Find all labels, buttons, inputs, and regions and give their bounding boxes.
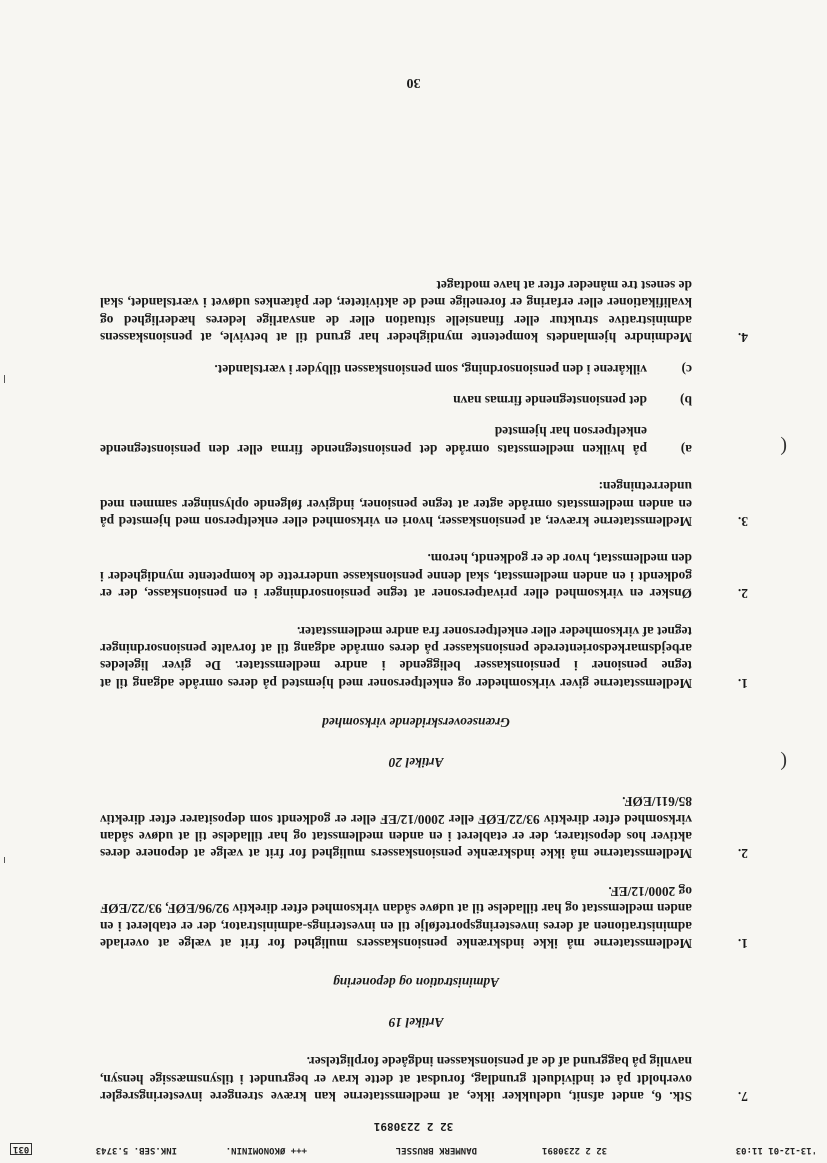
fax-sender: DANMERK BRUSSEL — [395, 1145, 477, 1155]
article-19-title: Artikel 19 — [388, 1014, 444, 1030]
list-item-b — [100, 392, 732, 409]
article-20-heading: Grænseoverskridende virksomhed — [322, 715, 510, 731]
list-item-text: på hvilken medlemsstats område det pensionstegnende firma eller den pensionstegnende enkeltperson har hjemsted — [100, 424, 647, 457]
list-item-a — [100, 423, 732, 458]
article-19-heading: Administration og deponering — [333, 975, 499, 991]
paragraph-text: Medlemsstaterne kræver, at pensionskasser, hvori en virksomhed eller enkeltperson med hjemsted på en anden medlemsstats område agter at tegne pensioner, indgiver følgende oplysninger sammen med underretningen: — [100, 479, 692, 530]
paragraph-number: 1. — [737, 675, 748, 691]
paragraph-text: Medlemsstaterne må ikke indskrænke pensionskassers mulighed for frit at vælge at deponere deres aktiver hos depositarer, der er etableret i en anden medlemsstat og har tilladelse til at udøve sådan virksomhed efter direktiv 93/22/EØF eller 2000/12/EF eller er godkendt som depositarer efter direktiv 85/611/EØF. — [100, 794, 692, 862]
fax-header — [10, 1139, 817, 1155]
paragraph-number: 2. — [737, 586, 748, 602]
fax-code: INK.SEB. 5.3743 — [95, 1145, 177, 1155]
article-20-title: Artikel 20 — [388, 754, 444, 770]
article-20-paragraph-2 — [100, 550, 748, 602]
paragraph-number: 7. — [737, 1089, 748, 1104]
article-20-paragraph-4 — [100, 277, 748, 347]
list-item-marker: b) — [680, 393, 692, 409]
page-number: 30 — [406, 75, 421, 90]
document-body — [100, 257, 748, 1105]
paragraph-number: 3. — [737, 514, 748, 530]
article-19-paragraph-1 — [100, 882, 748, 952]
fax-number-left: 32 2 2230891 — [541, 1145, 607, 1155]
list-item-text: det pensionstegnende firmas navn — [453, 393, 647, 409]
fax-timestamp: '13-12-01 11:03 — [735, 1145, 817, 1155]
paragraph-text: Medlemsstaterne må ikke indskrænke pensionskassers mulighed for frit at vælge at overlade administrationen af deres investeringsportefølje til en investerings-administrator, der er etableret i en anden medlemsstat og har tilladelse til at udøve sådan virksomhed efter direktiv 92/96/EØF, 93/22/EØF og 2000/12/EF. — [100, 883, 692, 951]
list-item-c — [100, 360, 732, 377]
paragraph-text: Ønsker en virksomhed eller privatpersoner at tegne pensionsordninger i en pensionskasse, der er godkendt i en anden medlemsstat, skal denne pensionskasse underrette de kompetente myndigheder i den medlemsstat, hvor de er godkendt, herom. — [100, 551, 692, 602]
paragraph-number: 1. — [737, 935, 748, 951]
paragraph-number: 2. — [737, 846, 748, 862]
fax-receiver: +++ ØKONOMININ. — [225, 1145, 307, 1155]
paragraph-text: Stk. 6, andet afsnit, udelukker ikke, at medlemsstaterne kan kræve strengere investeringsregler overholdt på et individuelt grundlag, forudsat at dette krav er begrundet i tilsynsmæssige hensyn, navnlig på baggrund af de af pensionskassen indgåede forpligtelser. — [100, 1054, 692, 1104]
scan-artifact — [4, 857, 5, 863]
punch-hole-mark: ( — [780, 436, 787, 458]
paragraph-number: 4. — [737, 330, 748, 346]
list-item-text: vilkårene i den pensionsordning, som pensionskassen tilbyder i værtslandet. — [214, 361, 647, 377]
fax-page-tag: 031 — [10, 1143, 32, 1155]
paragraph-7 — [100, 1053, 748, 1105]
article-20-paragraph-3 — [100, 478, 748, 530]
scan-artifact — [4, 375, 5, 383]
paragraph-text: Medlemsstaterne giver virksomheder og enkeltpersoner med hjemsted på deres område adgang til at tegne pensioner i pensionskasser beliggende i andre medlemsstater. De giver ligeledes arbejdsmarkedsorienterede pensionskasser på deres område adgang til at forvalte pensionsordninger tegnet af virksomheder eller enkeltpersoner fra andre medlemsstater. — [100, 623, 692, 691]
list-item-marker: a) — [680, 441, 692, 457]
punch-hole-mark: ( — [780, 751, 787, 773]
article-20-paragraph-1 — [100, 622, 748, 692]
paragraph-text: Medmindre hjemlandets kompetente myndigheder har grund til at betvivle, at pensionskassens administrative struktur eller finansielle situation eller de ansvarlige lederes hæderlighed og kvalifikationer eller erfaring er forenelige med de aktiviteter, der påtænkes udøvet i værtslandet, skal de senest tre måneder efter at have modtaget — [100, 278, 692, 346]
article-19-paragraph-2 — [100, 793, 748, 863]
fax-number-line: 32 2 2230891 — [373, 1120, 454, 1133]
list-item-marker: c) — [681, 361, 692, 377]
